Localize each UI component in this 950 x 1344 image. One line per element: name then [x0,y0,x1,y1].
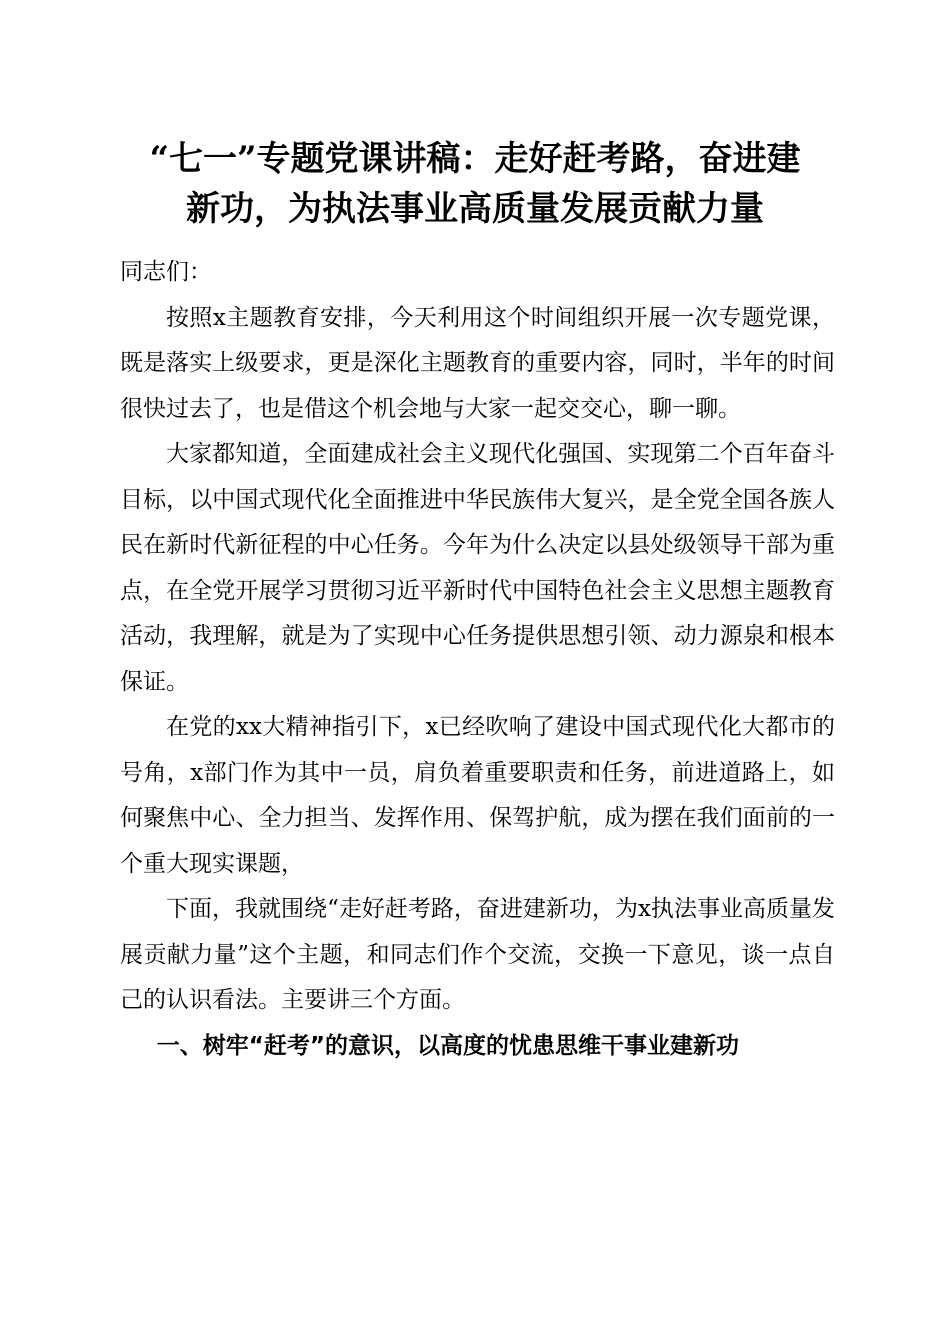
paragraph-3: 在党的xx大精神指引下，x已经吹响了建设中国式现代化大都市的号角，x部门作为其中一员，肩负着重要职责和任务，前进道路上，如何聚焦中心、全力担当、发挥作用、保驾护航，成为摆在我们面前的一个重大现实课题， [120,714,835,877]
paragraph-2: 大家都知道，全面建成社会主义现代化强国、实现第二个百年奋斗目标，以中国式现代化全面推进中华民族伟大复兴，是全党全国各族人民在新时代新征程的中心任务。今年为什么决定以县处级领导干部为重点，在全党开展学习贯彻习近平新时代中国特色社会主义思想主题教育活动，我理解，就是为了实现中心任务提供思想引领、动力源泉和根本保证。 [120,441,835,695]
paragraph-4: 下面，我就围绕“走好赶考路，奋进建新功，为x执法事业高质量发展贡献力量”这个主题，和同志们作个交流，交换一下意见，谈一点自己的认识看法。主要讲三个方面。 [120,896,835,1013]
paragraph-1: 按照x主题教育安排，今天利用这个时间组织开展一次专题党课，既是落实上级要求，更是深化主题教育的重要内容，同时，半年的时间很快过去了，也是借这个机会地与大家一起交交心，聊一聊。 [120,304,835,422]
document-title [100,134,850,234]
salutation: 同志们： [120,259,212,285]
title-line-1: “七一”专题党课讲稿：走好赶考路，奋进建 [149,139,801,179]
section-heading-1: 一、树牢“赶考”的意识，以高度的忧患思维干事业建新功 [156,1032,740,1059]
document-body [120,250,835,1069]
title-line-2: 新功，为执法事业高质量发展贡献力量 [186,189,764,229]
